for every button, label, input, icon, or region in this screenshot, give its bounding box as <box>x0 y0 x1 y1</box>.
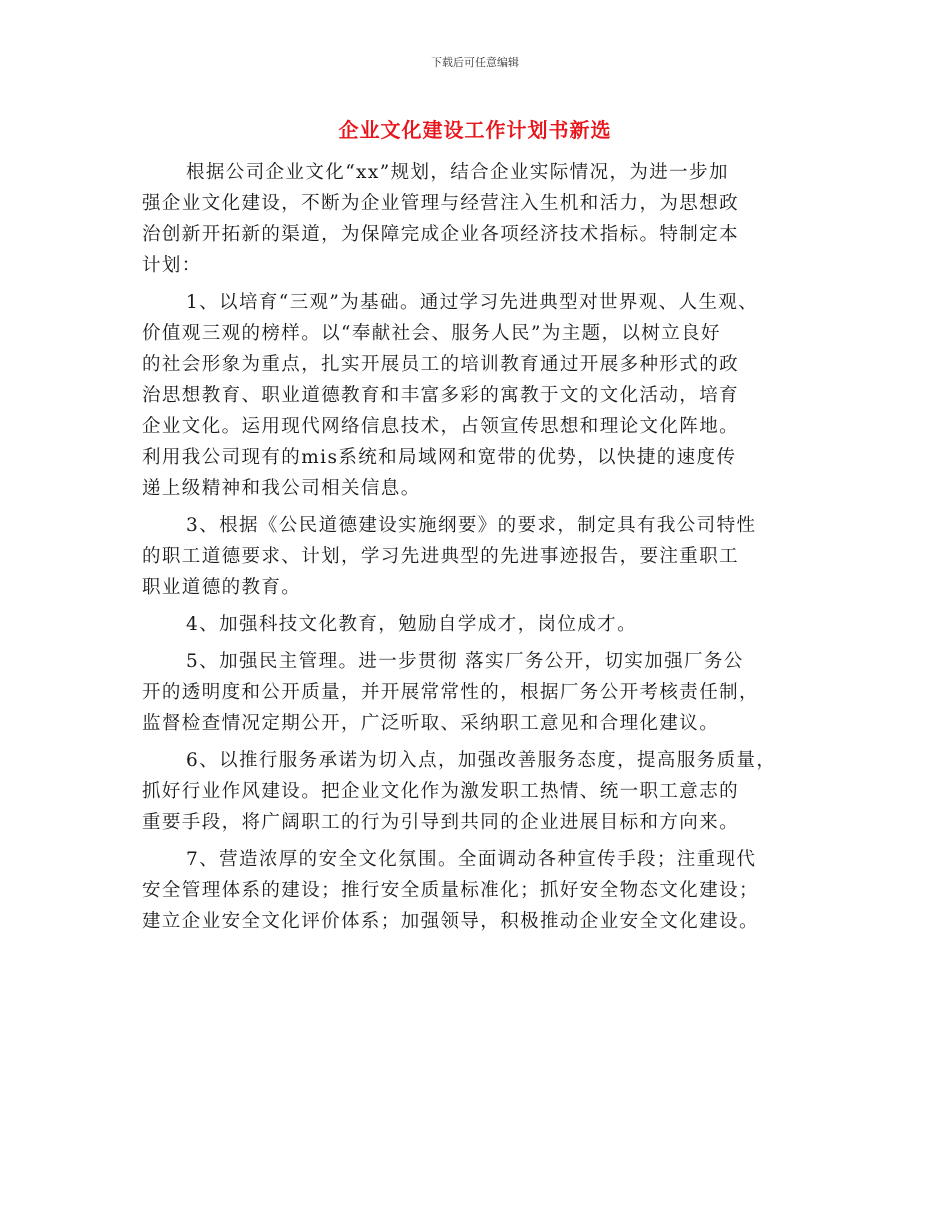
paragraph-line: 治思想教育、职业道德教育和丰富多彩的寓教于文的文化活动，培育 <box>142 385 740 406</box>
paragraph-line: 4、加强科技文化教育，勉励自学成才，岗位成才。 <box>186 614 637 635</box>
paragraph-line: 计划： <box>142 255 202 276</box>
paragraph-line: 职业道德的教育。 <box>142 577 302 598</box>
paragraph-line: 递上级精神和我公司相关信息。 <box>142 478 421 499</box>
paragraph-line: 7、营造浓厚的安全文化氛围。全面调动各种宣传手段；注重现代 <box>186 849 757 870</box>
paragraph-line: 安全管理体系的建设；推行安全质量标准化；抓好安全物态文化建设； <box>142 880 759 901</box>
paragraph-line: 1、以培育“三观”为基础。通过学习先进典型对世界观、人生观、 <box>186 292 759 313</box>
paragraph-line: 的职工道德要求、计划，学习先进典型的先进事迹报告，要注重职工 <box>142 546 740 567</box>
paragraph-line: 强企业文化建设，不断为企业管理与经营注入生机和活力，为思想政 <box>142 193 740 214</box>
paragraph-line: 的社会形象为重点，扎实开展员工的培训教育通过开展多种形式的政 <box>142 354 740 375</box>
paragraph-line: 根据公司企业文化“xx”规划，结合企业实际情况，为进一步加 <box>186 162 729 183</box>
paragraph-line: 6、以推行服务承诺为切入点，加强改善服务态度，提高服务质量， <box>186 750 777 771</box>
paragraph-line: 3、根据《公民道德建设实施纲要》的要求，制定具有我公司特性 <box>186 515 757 536</box>
paragraph-line: 开的透明度和公开质量，并开展常常性的，根据厂务公开考核责任制， <box>142 682 759 703</box>
paragraph-line: 监督检查情况定期公开，广泛听取、采纳职工意见和合理化建议。 <box>142 713 720 734</box>
document-title: 企业文化建设工作计划书新选 <box>338 118 612 142</box>
paragraph-line: 建立企业安全文化评价体系；加强领导，积极推动企业安全文化建设。 <box>142 911 759 932</box>
paragraph-line: 治创新开拓新的渠道，为保障完成企业各项经济技术指标。特制定本 <box>142 224 740 245</box>
document-body <box>142 157 832 937</box>
paragraph-line: 价值观三观的榜样。以“奉献社会、服务人民”为主题，以树立良好 <box>142 323 721 344</box>
paragraph-line: 抓好行业作风建设。把企业文化作为激发职工热情、统一职工意志的 <box>142 781 740 802</box>
paragraph-line: 企业文化。运用现代网络信息技术，占领宣传思想和理论文化阵地。 <box>142 416 740 437</box>
header-note: 下载后可任意编辑 <box>431 56 519 69</box>
paragraph-line: 5、加强民主管理。进一步贯彻 落实厂务公开，切实加强厂务公 <box>186 651 744 672</box>
paragraph-line: 重要手段，将广阔职工的行为引导到共同的企业进展目标和方向来。 <box>142 812 740 833</box>
paragraph-line: 利用我公司现有的mis系统和局域网和宽带的优势，以快捷的速度传 <box>142 447 737 468</box>
